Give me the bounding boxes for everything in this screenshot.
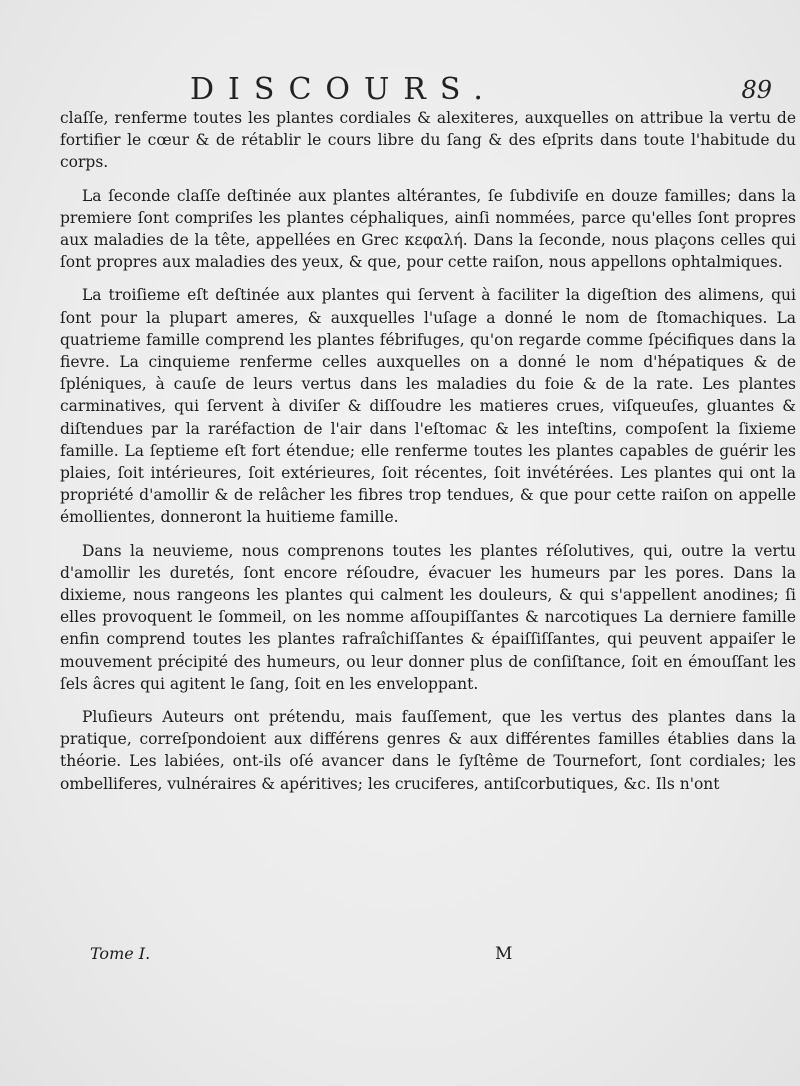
page-header <box>60 72 772 112</box>
paragraph-seconde-classe: La ſeconde claſſe deſtinée aux plantes altérantes, ſe ſubdiviſe en douze familles; dans la premiere ſont compriſes les plantes céphaliques, ainſi nommées, parce qu'elles ſont propres aux maladies de la tête, appellées en Grec κεφαλή. Dans la ſeconde, nous plaçons celles qui ſont propres aux maladies des yeux, & que, pour cette raiſon, nous appellons ophtalmiques. <box>60 186 796 272</box>
paragraph-troisieme: La troiſieme eſt deſtinée aux plantes qui ſervent à faciliter la digeſtion des alimens, qui ſont pour la plupart ameres, & auxquelles l'uſage a donné le nom de ſtomachiques. La quatrieme famille comprend les plantes fébrifuges, qu'on regarde comme ſpécifiques dans la fievre. La cinquieme renferme celles auxquelles on a donné le nom d'hépatiques & de ſpléniques, à cauſe de leurs vertus dans les maladies du foie & de la rate. Les plantes carminatives, qui ſervent à diviſer & diſſoudre les matieres crues, viſqueuſes, gluantes & diſtendues par la raréfaction de l'air dans l'eſtomac & les inteſtins, compoſent la ſixieme famille. La ſeptieme eſt fort étendue; elle renferme toutes les plantes capables de guérir les plaies, ſoit intérieures, ſoit extérieures, ſoit récentes, ſoit invétérées. Les plantes qui ont la propriété d'amollir & de relâcher les fibres trop tendues, & que pour cette raiſon on appelle émollientes, donneront la huitieme famille. <box>60 286 796 527</box>
running-head: DISCOURS. <box>190 72 497 107</box>
paragraph-neuvieme: Dans la neuvieme, nous comprenons toutes les plantes réſolutives, qui, outre la vertu d'amollir les duretés, ſont encore réſoudre, évacuer les humeurs par les pores. Dans la dixieme, nous rangeons les plantes qui calment les douleurs, & qui s'appellent anodines; ſi elles provoquent le ſommeil, on les nomme aſſoupiſſantes & narcotiques La derniere famille enfin comprend toutes les plantes rafraîchiſſantes & épaiſſiſſantes, qui peuvent appaiſer le mouvement précipité des humeurs, ou leur donner plus de conſiſtance, ſoit en émouſſant les ſels âcres qui agitent le ſang, ſoit en les enveloppant. <box>60 541 796 693</box>
page-number: 89 <box>741 76 772 104</box>
paragraph-continuation: claſſe, renferme toutes les plantes cordiales & alexiteres, auxquelles on attribue la vertu de fortifier le cœur & de rétablir le cours libre du ſang & des eſprits dans toute l'habitude du corps. <box>60 109 796 172</box>
volume-label: Tome I. <box>90 944 151 963</box>
page-footer <box>90 944 740 974</box>
paragraph-plusieurs-auteurs: Pluſieurs Auteurs ont prétendu, mais fauſſement, que les vertus des plantes dans la pratique, correſpondoient aux différens genres & aux différentes familles établies dans la théorie. Les labiées, ont-ils oſé avancer dans le ſyſtême de Tournefort, ſont cordiales; les ombelliferes, vulnéraires & apéritives; les cruciferes, antiſcorbutiques, &c. Ils n'ont <box>60 708 796 793</box>
signature-mark: M <box>495 944 513 964</box>
body-text <box>60 107 796 806</box>
